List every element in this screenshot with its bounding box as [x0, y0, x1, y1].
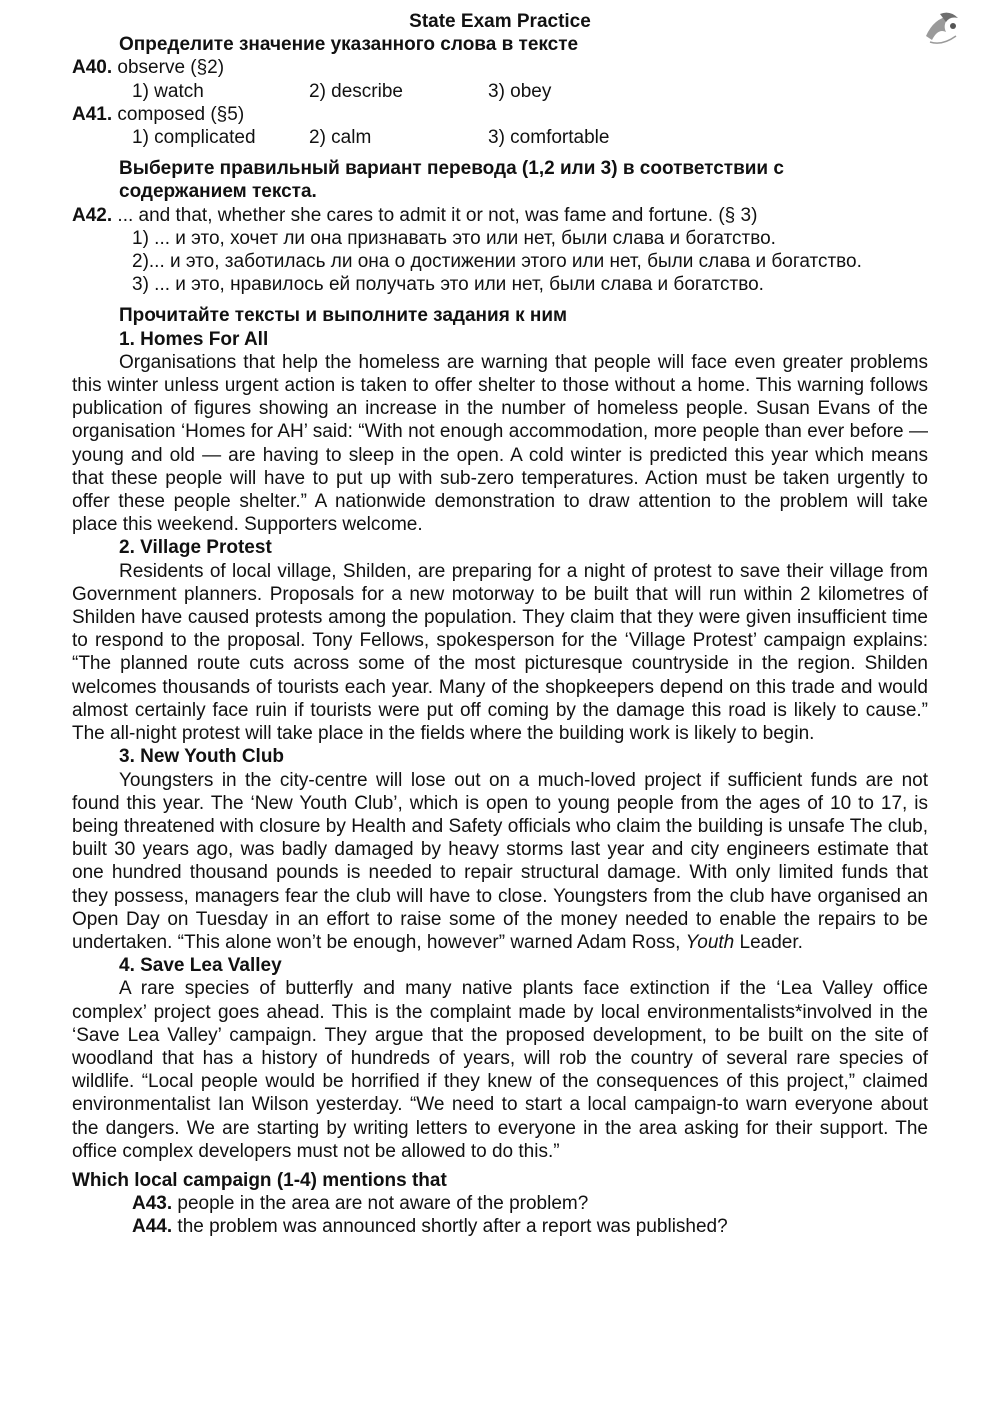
- text4-body: A rare species of butterfly and many native plants face extinction if the ‘Lea Valley office complex’ project goes ahead. This is the complaint made by local environmentalists*involved in the ‘Save Lea Valley’ campaign. They argue that the proposed development, to be built on the site of woodland that has a history of hundreds of years, will rob the country of several rare species of wildlife. “Local people would be horrified if they knew of the consequences of this project,” claimed environmentalist Ian Wilson yesterday. “We need to start a local campaign-to warn everyone about the dangers. We are starting by writing letters to everyone in the area asking for their support. The office complex developers must not be allowed to do this.”: [72, 978, 928, 1162]
- task2-instruction-line1: Выберите правильный вариант перевода (1,2 или 3) в соответствии с: [119, 158, 784, 180]
- question-text: people in the area are not aware of the problem?: [172, 1193, 589, 1215]
- answer-options: [72, 126, 928, 149]
- option-2: 2) describe: [309, 80, 403, 102]
- task3-instruction: Прочитайте тексты и выполните задания к ним: [119, 305, 568, 327]
- text4-heading: 4. Save Lea Valley: [119, 955, 282, 977]
- option-1: 1) complicated: [132, 127, 256, 149]
- text3-body-end: Leader.: [734, 931, 803, 953]
- task4-instruction: Which local campaign (1-4) mentions that: [72, 1169, 447, 1191]
- question-number: A44.: [132, 1216, 173, 1238]
- translation-option-2: 2)... и это, заботилась ли она о достижении этого или нет, были слава и богатство.: [132, 251, 862, 273]
- text1-heading: 1. Homes For All: [119, 328, 269, 350]
- translation-option-3: 3) ... и это, нравилось ей получать это или нет, были слава и богатство.: [132, 274, 764, 296]
- task2-instruction: [72, 157, 928, 203]
- question-number: A42.: [72, 204, 113, 226]
- text2-body: Residents of local village, Shilden, are preparing for a night of protest to save their village from Government planners. Proposals for a new motorway to be built that will run within 2 kilometres of Shilden have caused protests among the population. They claim that they were given insufficient time to respond to the proposal. Tony Fellows, spokesperson for the ‘Village Protest’ campaign explains: “The planned route cuts across some of the most picturesque countryside in the region. Shilden welcomes thousands of tourists each year. Many of the shopkeepers depend on this trade and would almost certainly face ruin if tourists were put off coming by the damage this road is likely to cause.” The all-night protest will take place in the fields where the building work is likely to begin.: [72, 560, 928, 745]
- task2-instruction-line2: содержанием текста.: [119, 181, 317, 203]
- text3-body-italic: Youth: [685, 931, 735, 953]
- text3-body-main: Youngsters in the city-centre will lose out on a much-loved project if sufficient funds are not found this year. The ‘New Youth Club’, which is open to young people from the ages of 10 to 17, is being threatened with closure by Health and Safety officials who claim the building is unsafe The club, built 30 years ago, was badly damaged by heavy storms last year and city engineers estimate that one hundred thousand pounds is needed to repair structural damage. With only limited funds that they possess, managers fear the club will have to close. Youngsters from the club have organised an Open Day on Tuesday in an effort to raise some of the money needed to enable the repairs to be undertaken. “This alone won’t be enough, however” warned Adam Ross,: [72, 769, 928, 953]
- option-3: 3) obey: [488, 80, 552, 102]
- option-2: 2) calm: [309, 127, 372, 149]
- text2-heading: 2. Village Protest: [119, 537, 272, 559]
- question-a40: [72, 56, 928, 79]
- question-sentence: ... and that, whether she cares to admit it or not, was fame and fortune. (§ 3): [112, 204, 758, 226]
- option-3: 3) comfortable: [488, 127, 610, 149]
- answer-options: [72, 80, 928, 103]
- question-text: the problem was announced shortly after a report was published?: [172, 1216, 728, 1238]
- translation-option-1: 1) ... и это, хочет ли она признавать это или нет, были слава и богатство.: [132, 227, 776, 249]
- question-number: A41.: [72, 103, 113, 125]
- option-1: 1) watch: [132, 80, 204, 102]
- question-a44: [72, 1215, 928, 1238]
- question-number: A43.: [132, 1193, 173, 1215]
- page-title: State Exam Practice: [409, 11, 591, 32]
- question-word: composed (§5): [112, 103, 245, 125]
- question-number: A40.: [72, 57, 113, 79]
- question-a42: [72, 204, 928, 227]
- text3-heading: 3. New Youth Club: [119, 746, 285, 768]
- task1-instruction: Определите значение указанного слова в тексте: [119, 34, 579, 56]
- exam-page: [72, 10, 928, 1239]
- question-a41: [72, 103, 928, 126]
- text1-body: Organisations that help the homeless are warning that people will face even greater problems this winter unless urgent action is taken to offer shelter to those without a home. This warning follows publication of figures showing an increase in the number of homeless people. Susan Evans of the organisation ‘Homes for AH’ said: “With not enough accommodation, more people than ever before — young and old — are having to sleep in the open. A cold winter is predicted this year which means that these people will have to put up with sub-zero temperatures. Action must be taken urgently to offer these people shelter.” A nationwide demonstration to draw attention to the problem will take place this weekend. Supporters welcome.: [72, 351, 928, 536]
- question-word: observe (§2): [112, 57, 225, 79]
- question-a43: [72, 1192, 928, 1215]
- text3-body: [72, 769, 928, 955]
